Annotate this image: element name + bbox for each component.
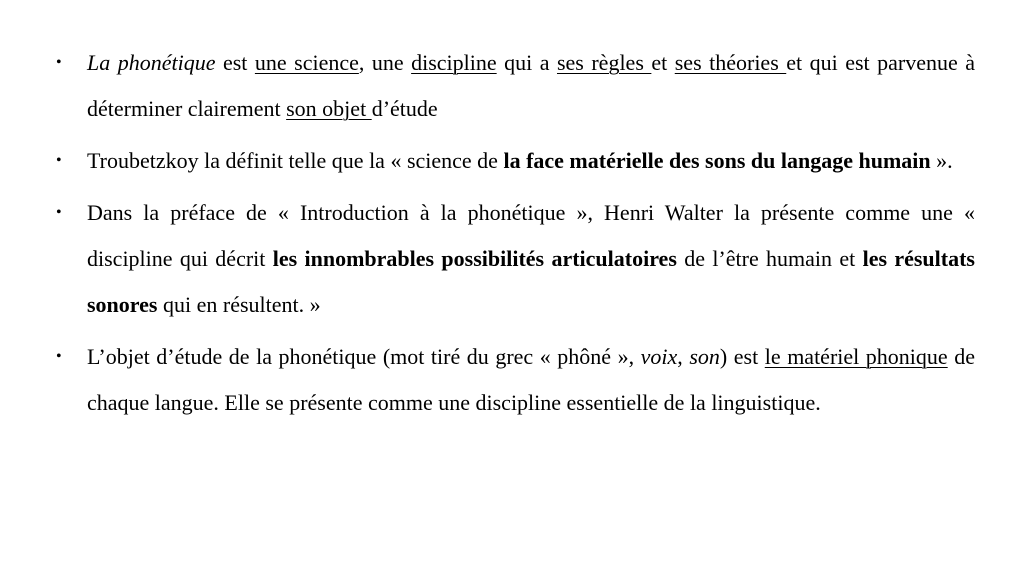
term-phonetique: La phonétique	[87, 50, 216, 75]
text-run: de chaque langue. Elle se présente comme une discipline essentielle de la linguistique.	[87, 344, 975, 415]
text-run: Dans la préface de « Introduction à la phonétique », Henri Walter la présente comme une « discipline qui décrit	[87, 200, 975, 271]
text-run: qui a	[496, 50, 557, 75]
underlined-ses-theories: ses théories	[674, 50, 787, 75]
italic-voix: voix	[640, 344, 678, 369]
text-run: L’objet d’étude de la phonétique (mot tiré du grec « phôné »,	[87, 344, 641, 369]
text-run: ,	[677, 344, 690, 369]
text-run: ».	[930, 148, 953, 173]
bold-possibilites-articulatoires: les innombrables possibilités articulatoires	[272, 246, 677, 271]
text-run: est	[215, 50, 255, 75]
bullet-item-2	[56, 138, 975, 184]
text-run: qui en résultent. »	[157, 292, 321, 317]
bullet-item-3	[56, 190, 975, 328]
bullet-dot-icon: •	[56, 204, 62, 221]
bullet-dot-icon: •	[56, 348, 62, 365]
underlined-discipline: discipline	[411, 50, 497, 75]
underlined-une-science: une science	[254, 50, 359, 75]
bold-resultats-sonores: les résultats sonores	[87, 246, 975, 317]
text-run: , une	[358, 50, 412, 75]
text-run: d’étude	[371, 96, 438, 121]
text-run: de l’être humain et	[676, 246, 863, 271]
underlined-materiel-phonique: le matériel phonique	[764, 344, 948, 369]
bullet-item-4	[56, 334, 975, 426]
bullet-list	[56, 40, 975, 432]
bullet-dot-icon: •	[56, 152, 62, 169]
bold-face-materielle: la face matérielle des sons du langage humain	[503, 148, 931, 173]
text-run: Troubetzkoy la définit telle que la « science de	[87, 148, 504, 173]
text-run: ) est	[719, 344, 765, 369]
underlined-son-objet: son objet	[286, 96, 372, 121]
bullet-item-1	[56, 40, 975, 132]
underlined-ses-regles: ses règles	[556, 50, 652, 75]
text-run: et	[651, 50, 675, 75]
text-run: et qui est parvenue à déterminer clairement	[87, 50, 975, 121]
italic-son: son	[689, 344, 720, 369]
bullet-dot-icon: •	[56, 54, 62, 71]
